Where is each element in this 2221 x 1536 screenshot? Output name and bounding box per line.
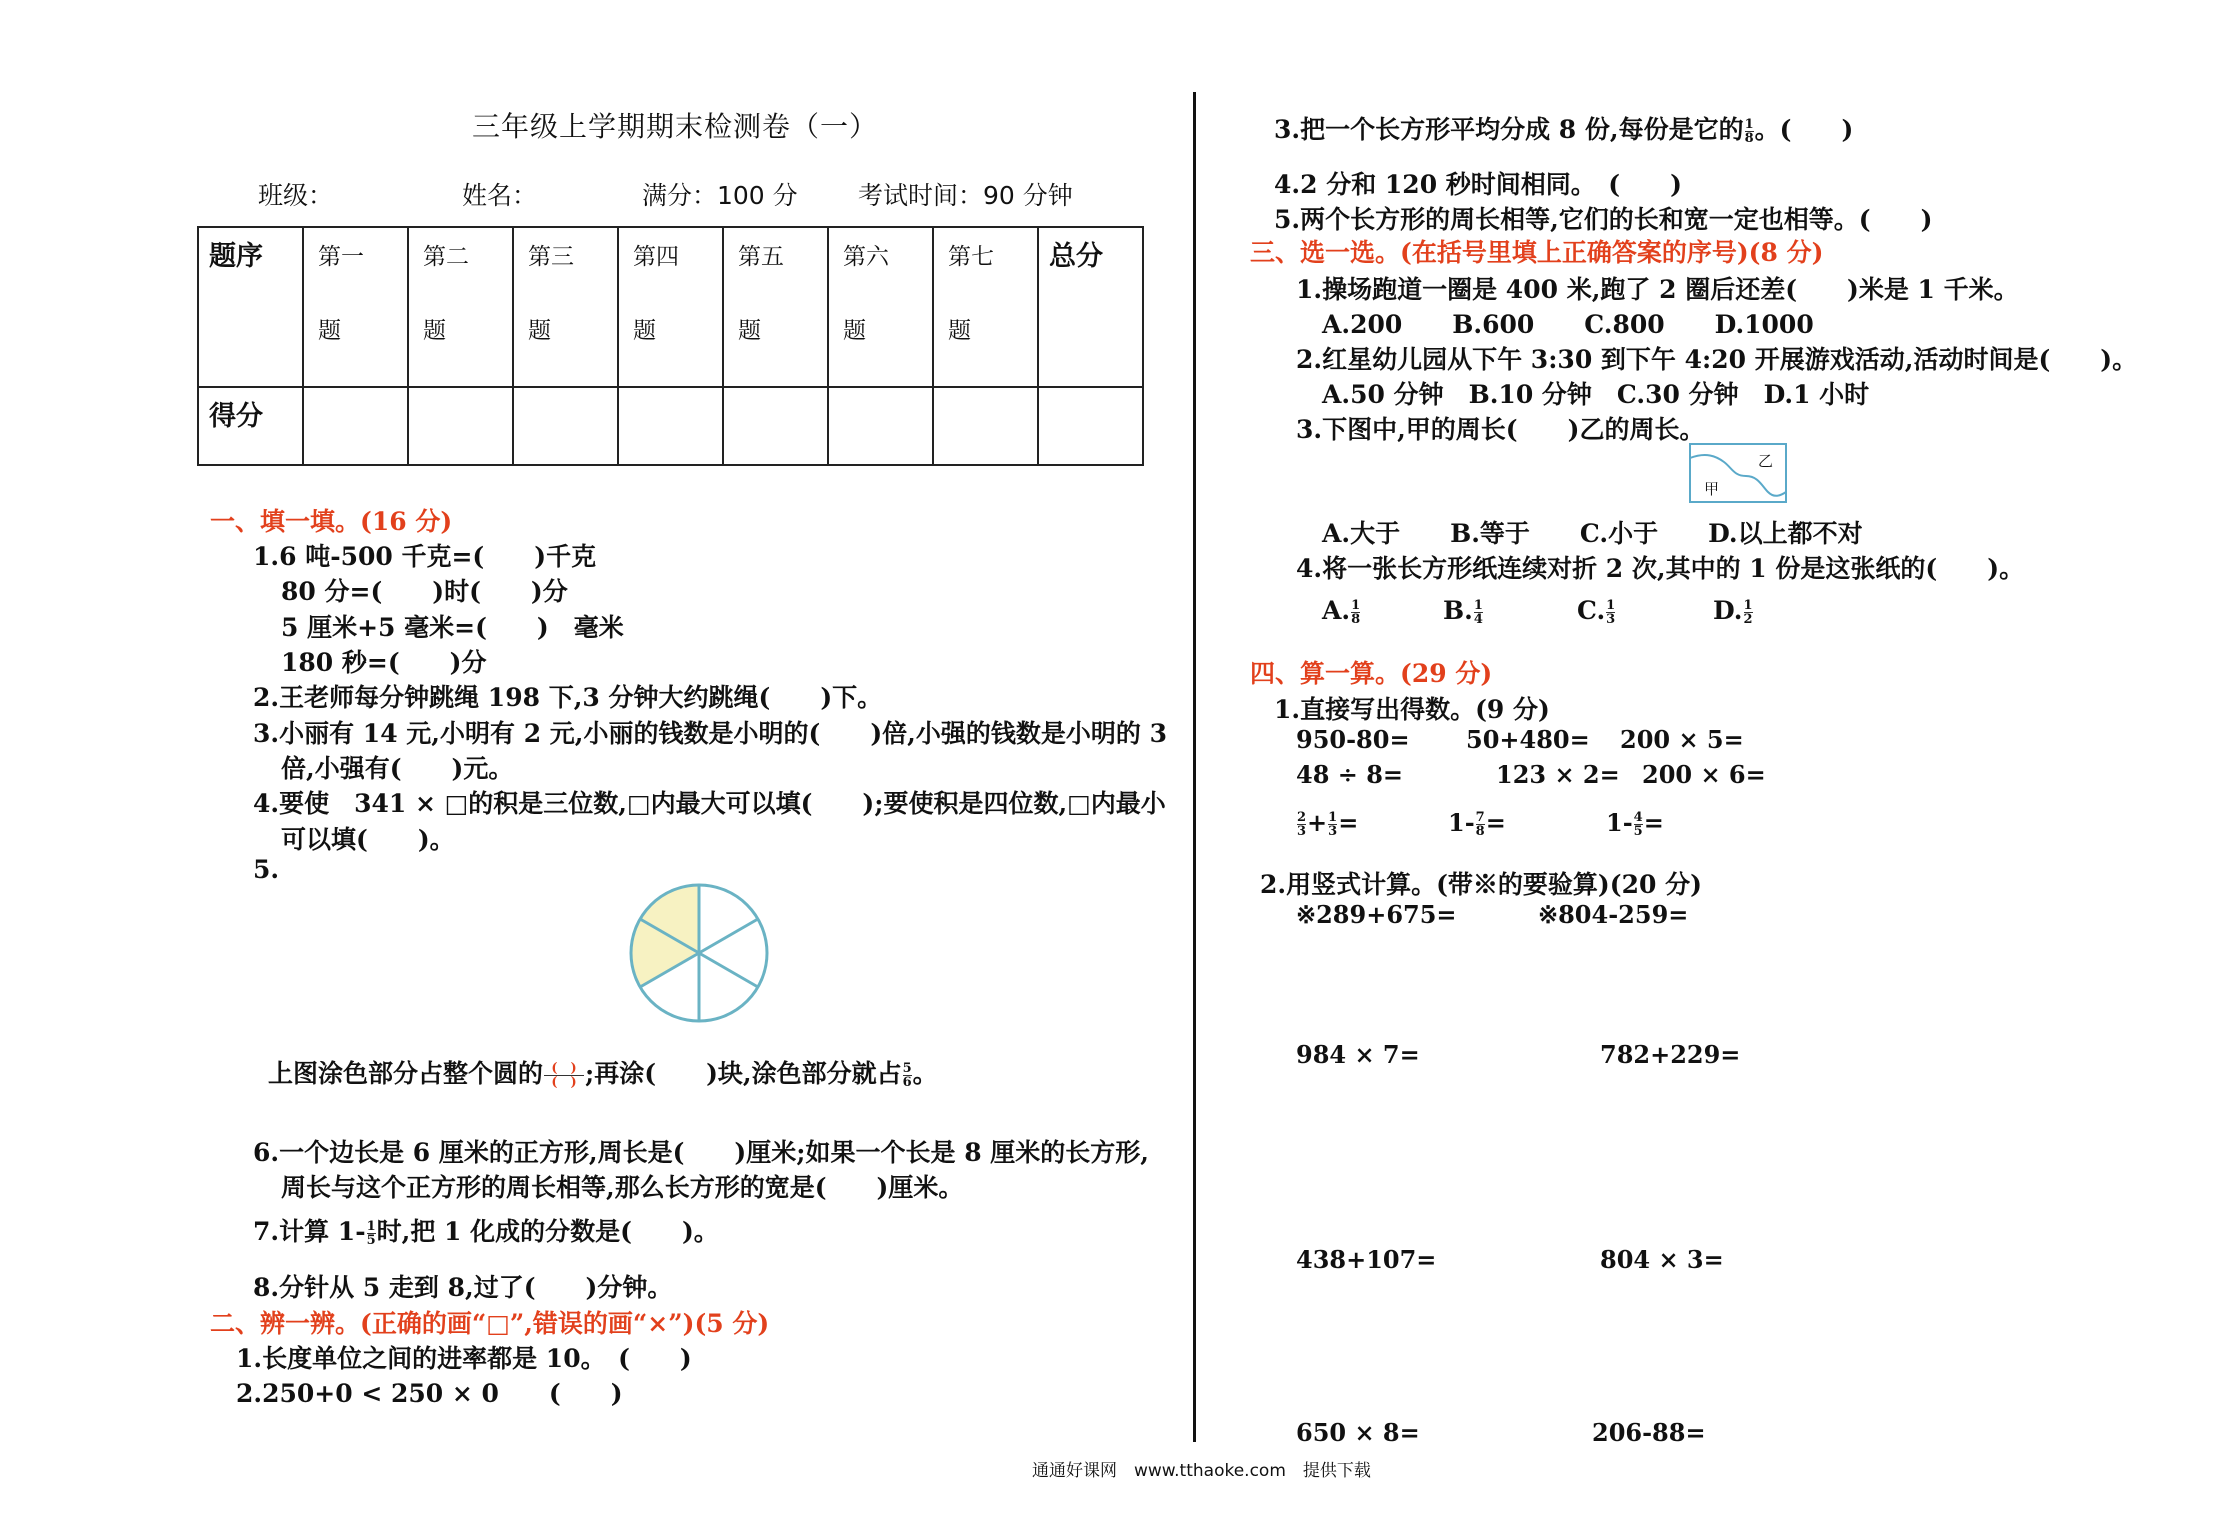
table-column-6: 第六 题: [828, 227, 933, 387]
question-4a: 4.要使 341 × □的积是三位数,□内最大可以填( );要使积是四位数,□内最小: [253, 789, 1166, 818]
question-1b: 80 分=( )时( )分: [281, 577, 568, 606]
pie-figure: [628, 882, 770, 1024]
question-1a: 1.6 吨-500 千克=( )千克: [253, 542, 597, 571]
question-6b: 周长与这个正方形的周长相等,那么长方形的宽是( )厘米。: [281, 1173, 964, 1202]
calc-fraction-item: 1- $\frac{4}{5}$ =: [1606, 808, 1664, 839]
table-column-3: 第三 题: [513, 227, 618, 387]
table-column-1: 第一 题: [303, 227, 408, 387]
choice-question-1: 1.操场跑道一圈是 400 米,跑了 2 圈后还差( )米是 1 千米。: [1296, 275, 2019, 304]
table-column-7: 第七 题: [933, 227, 1038, 387]
fraction-one-eighth: $\frac{1}{8}$: [1744, 117, 1754, 146]
column-divider: [1193, 92, 1196, 1442]
choice-question-3-options: A.大于 B.等于 C.小于 D.以上都不对: [1322, 519, 1863, 548]
vertical-calc-item: 438+107=: [1296, 1245, 1437, 1274]
calc-fraction-item: 1- $\frac{7}{8}$ =: [1448, 808, 1506, 839]
calc-subheading-2: 2.用竖式计算。(带※的要验算)(20 分): [1260, 870, 1702, 899]
fraction-one-fourth: $\frac{1}{4}$: [1473, 598, 1483, 627]
perimeter-figure: [1688, 442, 1788, 504]
shape-label-jia: 甲: [1704, 480, 1720, 498]
vertical-calc-item: 206-88=: [1592, 1418, 1706, 1447]
table-column-5: 第五 题: [723, 227, 828, 387]
choice-question-4-option-c: C. $\frac{1}{3}$: [1577, 596, 1616, 627]
choice-question-1-options: A.200 B.600 C.800 D.1000: [1322, 310, 1814, 339]
question-1c: 5 厘米+5 毫米=( ) 毫米: [281, 613, 624, 642]
vertical-calc-item: 804 × 3=: [1600, 1245, 1724, 1274]
question-3b: 倍,小强有( )元。: [281, 754, 514, 783]
calc-item: 200 × 5=: [1620, 725, 1744, 754]
choice-question-3: 3.下图中,甲的周长( )乙的周长。: [1296, 415, 1705, 444]
class-label: 班级：: [258, 181, 334, 210]
footer-source: 通通好课网 www.tthaoke.com 提供下载: [1032, 1461, 1371, 1481]
calc-item: 50+480=: [1466, 725, 1590, 754]
score-cell[interactable]: [1038, 387, 1143, 465]
exam-time-label: 考试时间：90 分钟: [858, 181, 1073, 210]
calc-item: 950-80=: [1296, 725, 1410, 754]
table-column-2: 第二 题: [408, 227, 513, 387]
question-3a: 3.小丽有 14 元,小明有 2 元,小丽的钱数是小明的( )倍,小强的钱数是小明的 3: [253, 719, 1167, 748]
calc-fraction-item: $\frac{2}{3}$ + $\frac{1}{3}$ =: [1297, 808, 1359, 839]
score-cell[interactable]: [723, 387, 828, 465]
full-score-label: 满分：100 分: [642, 181, 798, 210]
question-2: 2.王老师每分钟跳绳 198 下,3 分钟大约跳绳( )下。: [253, 683, 883, 712]
table-header-cell: 题序: [198, 227, 303, 387]
judge-question-3: 3.把一个长方形平均分成 8 份,每份是它的 $\frac{1}{8}$ 。( ): [1274, 115, 1854, 146]
score-cell[interactable]: [933, 387, 1038, 465]
score-cell[interactable]: [408, 387, 513, 465]
score-cell[interactable]: [828, 387, 933, 465]
choice-question-4: 4.将一张长方形纸连续对折 2 次,其中的 1 份是这张纸的( )。: [1296, 554, 2025, 583]
question-5: 5.: [253, 855, 280, 884]
question-4b: 可以填( )。: [281, 825, 455, 854]
judge-question-4: 4.2 分和 120 秒时间相同。 ( ): [1274, 170, 1682, 199]
score-table: [197, 226, 1144, 466]
vertical-calc-item: ※289+675=: [1296, 900, 1457, 929]
question-7: 7.计算 1- $\frac{1}{5}$ 时,把 1 化成的分数是( )。: [253, 1217, 719, 1248]
score-cell[interactable]: [618, 387, 723, 465]
table-total-header: 总分: [1038, 227, 1143, 387]
judge-question-2: 2.250+0 < 250 × 0 ( ): [236, 1379, 623, 1408]
calc-item: 200 × 6=: [1642, 760, 1766, 789]
fraction-one-half: $\frac{1}{2}$: [1743, 598, 1753, 627]
section2-heading: 二、辨一辨。(正确的画“□”,错误的画“×”)(5 分): [210, 1309, 770, 1338]
choice-question-4-option-a: A. $\frac{1}{8}$: [1322, 596, 1361, 627]
vertical-calc-item: ※804-259=: [1538, 900, 1689, 929]
choice-question-4-option-b: B. $\frac{1}{4}$: [1443, 596, 1483, 627]
judge-question-1: 1.长度单位之间的进率都是 10。 ( ): [236, 1344, 692, 1373]
question-6a: 6.一个边长是 6 厘米的正方形,周长是( )厘米;如果一个长是 8 厘米的长方形,: [253, 1138, 1149, 1167]
vertical-calc-item: 782+229=: [1600, 1040, 1741, 1069]
fraction-one-fifth: $\frac{1}{5}$: [366, 1219, 376, 1248]
fraction-one-eighth: $\frac{1}{8}$: [1351, 598, 1361, 627]
table-score-label: 得分: [198, 387, 303, 465]
section1-heading: 一、填一填。(16 分): [210, 507, 453, 536]
calc-subheading-1: 1.直接写出得数。(9 分): [1274, 695, 1550, 724]
fraction-blank[interactable]: $\frac{( )}{( )}$: [544, 1062, 584, 1089]
question-1d: 180 秒=( )分: [281, 648, 487, 677]
judge-question-5: 5.两个长方形的周长相等,它们的长和宽一定也相等。( ): [1274, 205, 1933, 234]
choice-question-2: 2.红星幼儿园从下午 3:30 到下午 4:20 开展游戏活动,活动时间是( )。: [1296, 345, 2138, 374]
section4-heading: 四、算一算。(29 分): [1250, 659, 1493, 688]
calc-item: 48 ÷ 8=: [1296, 760, 1404, 789]
question-5-text: 上图涂色部分占整个圆的 $\frac{( )}{( )}$ ;再涂( )块,涂色部分就占 $\frac{5}{6}$ 。: [268, 1059, 938, 1090]
score-cell[interactable]: [303, 387, 408, 465]
vertical-calc-item: 650 × 8=: [1296, 1418, 1420, 1447]
name-label: 姓名：: [462, 181, 538, 210]
fraction-one-third: $\frac{1}{3}$: [1606, 598, 1616, 627]
choice-question-2-options: A.50 分钟 B.10 分钟 C.30 分钟 D.1 小时: [1322, 380, 1870, 409]
page-title: 三年级上学期期末检测卷（一）: [472, 110, 879, 143]
vertical-calc-item: 984 × 7=: [1296, 1040, 1420, 1069]
choice-question-4-option-d: D. $\frac{1}{2}$: [1713, 596, 1753, 627]
fraction-five-sixths: $\frac{5}{6}$: [902, 1061, 912, 1090]
calc-item: 123 × 2=: [1496, 760, 1620, 789]
shape-label-yi: 乙: [1758, 452, 1774, 470]
table-column-4: 第四 题: [618, 227, 723, 387]
section3-heading: 三、选一选。(在括号里填上正确答案的序号)(8 分): [1250, 238, 1824, 267]
score-cell[interactable]: [513, 387, 618, 465]
question-8: 8.分针从 5 走到 8,过了( )分钟。: [253, 1273, 673, 1302]
